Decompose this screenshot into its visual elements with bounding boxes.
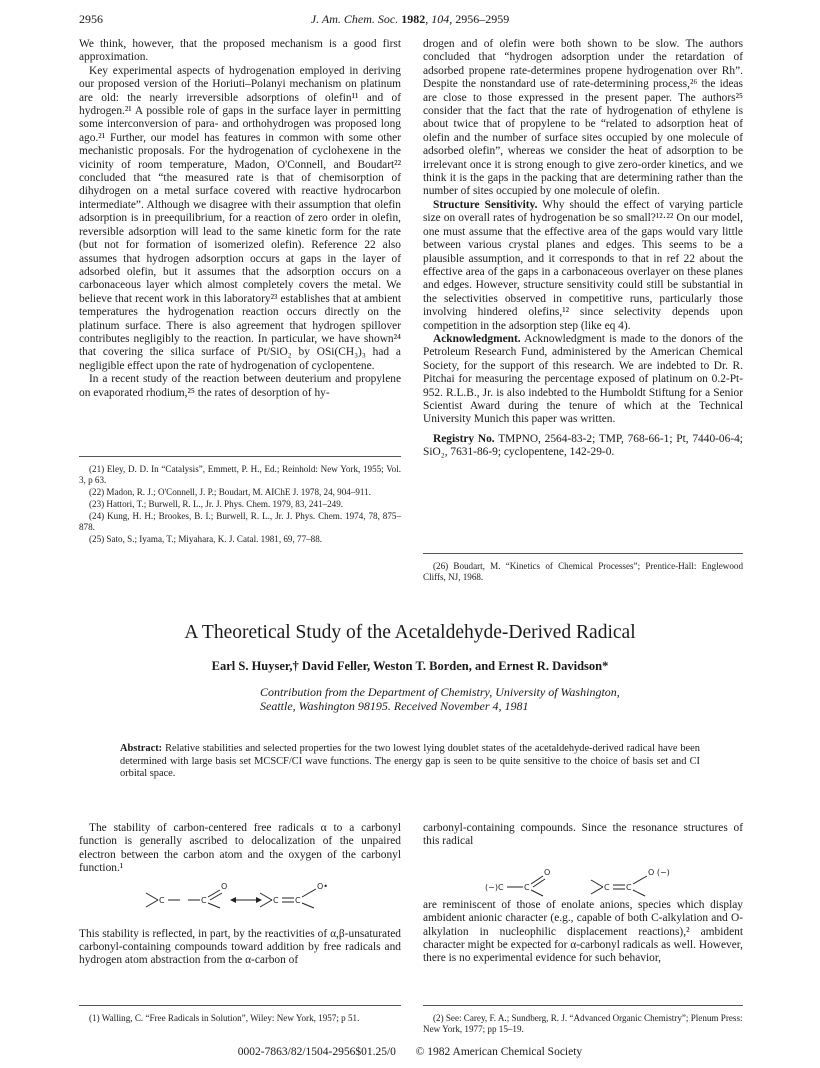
footnote-divider <box>79 1005 401 1006</box>
section-text: Acknowledgment is made to the donors of the Petroleum Research Fund, administered by the American Chemical Society, for the support of this research. We are indebted to Dr. R. Pitchai for measuring the percentage exposed of platinum on 0.2-Pt-952. R.L.B., Jr. is also indebted to the Humboldt Stiftung for a Senior Scientist Award during the tenure of which at the Technical University Munich this paper was written. <box>423 332 743 426</box>
bond-line <box>302 903 314 908</box>
bond-line <box>531 890 543 896</box>
footnote-divider <box>423 553 743 554</box>
chem-atom-label: C <box>604 883 610 892</box>
footnote-divider <box>423 1005 743 1006</box>
chem-atom-label: O <box>221 882 228 891</box>
paragraph: This stability is reflected, in part, by the reactivities of α,β-unsaturated carbonyl-containing compounds toward addition by free radicals and hydrogen atom abstraction from the α-carbon of <box>79 927 401 967</box>
article-title: A Theoretical Study of the Acetaldehyde-Derived Radical <box>184 622 636 643</box>
chem-atom-label: C <box>626 883 632 892</box>
footnote-divider <box>79 456 401 457</box>
article-affiliation <box>260 685 620 713</box>
paragraph: Key experimental aspects of hydrogenation employed in deriving our proposed version of the Horiuti–Polanyi mechanism on platinum are old: the nearly irreversible adsorptions of olefin¹¹ and of hydrogen.²¹ A possible role of gaps in the surface layer in permitting some interconversion of para- and orthohydrogen was proposed long ago.²¹ Further, our model has features in common with some other mechanistic proposals. For the hydrogenation of cyclohexene in the vicinity of room temperature, Madon, O'Connell, and Boudart²² concluded that “the measured rate is that of chemisorption of dihydrogen on a metal surface covered with reactive hydrocarbon intermediate”. Although we disagree with their assumption that olefin adsorption is in preequilibrium, for a reaction of zero order in olefin, reversible adsorption will lead to the same kinetic form for the rate (but not for formation of isomerized olefin). Reference 22 also assumes that hydrogen adsorption occurs at gaps in the layer of adsorbed olefin, but it assumes that the adsorption occurs on a carbonaceous layer which almost completely covers the metal. We believe that recent work in this laboratory²³ establishes that at ambient temperatures the hydrogenation reaction occurs directly on the platinum surface. There is also agreement that hydrogen spillover contributes negligibly to the reaction. In particular, we have shown²⁴ that covering the silica surface of Pt/SiO₂ by OSi(CH₃)₃ had a negligible effect upon the rate of hydrogenation of cyclopentene. <box>79 64 401 372</box>
resonance-structure-diagram <box>483 865 693 909</box>
bond-line <box>633 890 645 896</box>
journal-pages: 2956–2959 <box>455 12 510 26</box>
footnote: (2) See: Carey, F. A.; Sundberg, R. J. “Advanced Organic Chemistry”; Plenum Press: New York, 1977; pp 15–19. <box>423 1013 743 1034</box>
registry-numbers <box>423 433 743 460</box>
chem-atom-label: (−)C <box>485 883 504 892</box>
section-heading: Structure Sensitivity. <box>433 198 538 211</box>
section-acknowledgment <box>423 333 743 427</box>
chem-atom-label: C <box>524 883 530 892</box>
chem-atom-label: C <box>201 896 207 905</box>
chem-atom-label: O (−) <box>648 868 670 877</box>
page-number: 2956 <box>79 12 103 26</box>
section-text: TMPNO, 2564-83-2; TMP, 768-66-1; Pt, 7440-06-4; SiO₂, 7631-86-9; cyclopentene, 142-29-0. <box>423 432 743 459</box>
paragraph: are reminiscent of those of enolate anions, species which display ambident anionic character (e.g., capable of both C-alkylation and O-alkylation in nucleophilic displacement reactions),² ambident character might be expected for α-carbonyl radicals as well. However, there is no experimental evidence for such behavior, <box>423 898 743 965</box>
paragraph: drogen and of olefin were both shown to be slow. The authors concluded that “hydrogen adsorption under the retardation of adsorbed propene rate-determines propene hydrogenation over Rh”. Despite the nonstandard use of rate-determining process,²⁶ the ideas are close to those expressed in the present paper. The authors²⁵ consider that the fact that the rate of hydrogenation of ethylene is about twice that of propylene to be “related to adsorption heat of olefin and the number of surface sites occupied by one molecule of adsorbed olefin”, whereas we consider the heat of adsorption to be irrelevant once it is strong enough to give zero-order kinetics, and we think it is the gaps in the packing that are determining rather than the number of sites occupied by one molecule of olefin. <box>423 38 743 198</box>
paragraph: carbonyl-containing compounds. Since the resonance structures of this radical <box>423 822 743 848</box>
column-left-top <box>79 38 401 400</box>
bond-line <box>208 903 220 908</box>
bond-line <box>591 887 603 894</box>
footnote: (23) Hattori, T.; Burwell, R. L., Jr. J. Phys. Chem. 1979, 83, 241–249. <box>89 499 344 509</box>
journal-citation: J. Am. Chem. Soc. 1982, 104, 2956–2959 <box>310 12 510 26</box>
footnotes-left <box>79 456 401 546</box>
paragraph: In a recent study of the reaction between deuterium and propylene on evaporated rhodium,²⁵ the rates of desorption of hy- <box>79 373 401 399</box>
article-abstract <box>120 743 700 781</box>
footnote: (25) Sato, S.; Iyama, T.; Miyahara, K. J. Catal. 1981, 69, 77–88. <box>89 534 323 544</box>
section-heading: Acknowledgment. <box>433 332 521 345</box>
paragraph: We think, however, that the proposed mechanism is a good first approximation. <box>79 38 401 64</box>
footnotes-left-bottom <box>79 1005 401 1025</box>
footnote: (1) Walling, C. “Free Radicals in Solution”, Wiley: New York, 1957; p 51. <box>89 1013 360 1023</box>
footnote: (21) Eley, D. D. In “Catalysis”, Emmett, P. H., Ed.; Reinhold: New York, 1955; Vol. 3, p 63. <box>79 464 401 485</box>
affiliation-line: Seattle, Washington 98195. Received November 4, 1981 <box>260 699 529 713</box>
bond-line <box>533 879 545 887</box>
section-heading: Registry No. <box>433 432 495 445</box>
chem-atom-label: C <box>295 896 301 905</box>
bond-line <box>531 876 543 884</box>
footnote: (26) Boudart, M. “Kinetics of Chemical Processes”; Prentice-Hall: Englewood Cliffs, NJ, 1968. <box>423 561 743 582</box>
bond-line <box>208 890 220 897</box>
copyright: © 1982 American Chemical Society <box>415 1046 583 1058</box>
journal-volume: 104 <box>431 12 450 26</box>
resonance-structure-diagram <box>138 880 358 920</box>
footnote: (24) Kung, H. H.; Brookes, B. I.; Burwell, R. L., Jr. J. Phys. Chem. 1974, 78, 875–878. <box>79 511 401 532</box>
journal-name: J. Am. Chem. Soc. <box>310 12 399 26</box>
footnotes-right <box>423 553 743 584</box>
bond-line <box>302 889 316 897</box>
affiliation-line: Contribution from the Department of Chemistry, University of Washington, <box>260 685 620 699</box>
bond-line <box>633 876 647 884</box>
abstract-text: Relative stabilities and selected properties for the two lowest lying doublet states of the acetaldehyde-derived radical have been determined with large basis set MCSCF/CI wave functions. The energy gap is seen to be quite sensitive to the choice of basis set and CI orbital space. <box>120 743 700 780</box>
column-right-top <box>423 38 743 460</box>
chem-atom-label: C <box>159 896 165 905</box>
journal-year: 1982 <box>401 12 426 26</box>
chem-atom-label: O <box>544 868 551 877</box>
bond-line <box>146 900 158 907</box>
chem-atom-label: C <box>273 896 279 905</box>
bond-line <box>146 893 158 900</box>
page-footer <box>0 1046 820 1058</box>
bond-line <box>210 893 222 900</box>
footnotes-right-bottom <box>423 1005 743 1036</box>
bond-line <box>260 893 272 900</box>
footnote: (22) Madon, R. J.; O'Connell, J. P.; Boudart, M. AIChE J. 1978, 24, 904–911. <box>89 487 371 497</box>
section-structure-sensitivity <box>423 199 743 333</box>
abstract-heading: Abstract: <box>120 743 163 754</box>
journal-code: 0002-7863/82/1504-2956$01.25/0 <box>237 1046 396 1058</box>
section-text: Why should the effect of varying particle size on overall rates of hydrogenation be so small?¹²·²² On our model, one must assume that the effective area of the gaps would vary little between various crystal planes and edges. This seems to be a plausible assumption, and it corresponds to that in ref 22 about the effective area of the gaps in a carbonaceous overlayer on these planes and edges. However, structure sensitivity could still be substantial in the selectivities observed in competitive runs, particularly those involving hindered olefins,¹² since selectivity depends upon competition in the adsorption step (like eq 4). <box>423 198 743 332</box>
bond-line <box>591 880 603 887</box>
chem-atom-label: O• <box>317 882 329 891</box>
bond-line <box>260 900 272 907</box>
article-authors: Earl S. Huyser,† David Feller, Weston T. Borden, and Ernest R. Davidson* <box>211 659 609 673</box>
paragraph: The stability of carbon-centered free radicals α to a carbonyl function is generally ascribed to delocalization of the unpaired electron between the carbon atom and the oxygen of the carbonyl function.¹ <box>79 822 401 875</box>
